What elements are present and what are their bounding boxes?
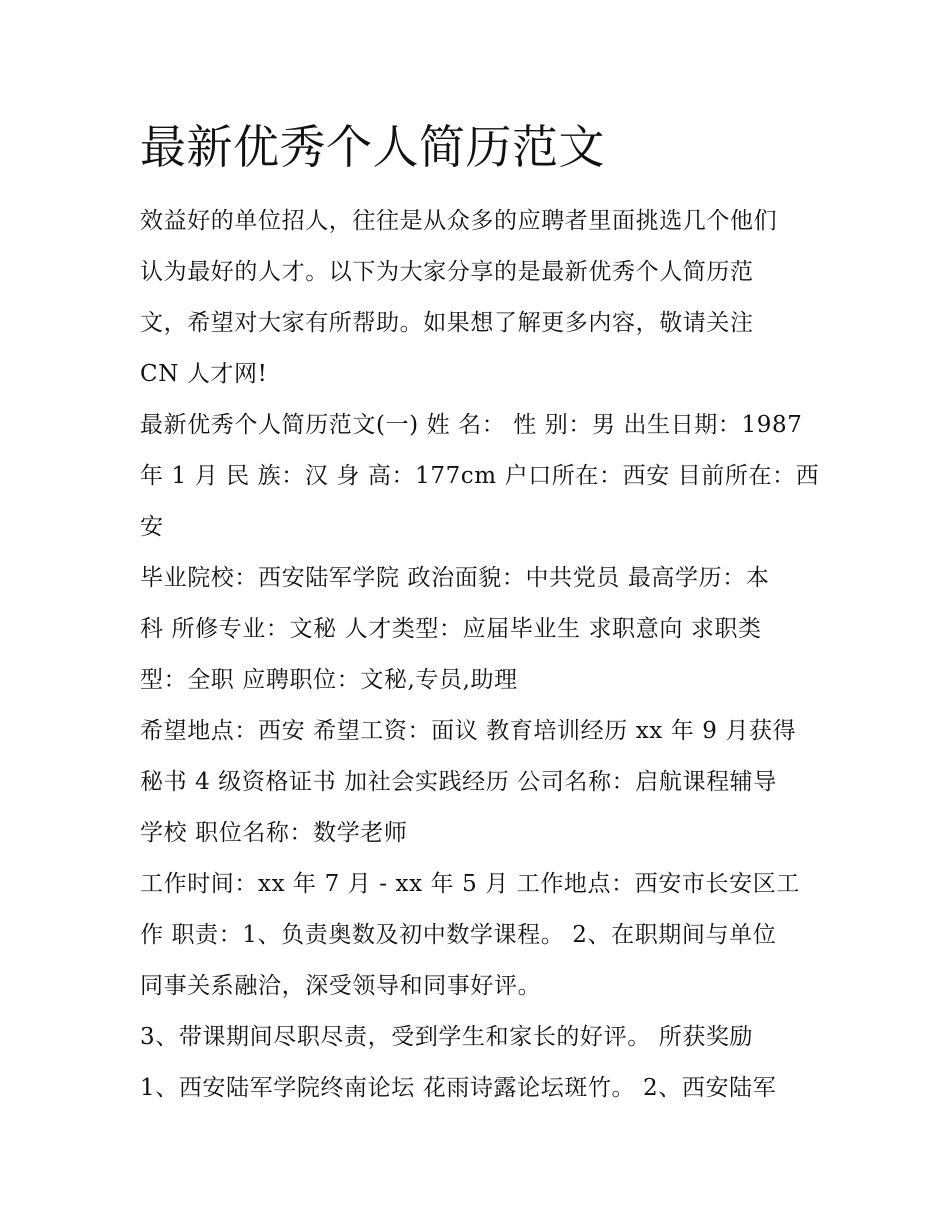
text-line: 认为最好的人才。以下为大家分享的是最新优秀个人简历范 (140, 259, 754, 285)
text-line: 希望地点：西安 希望工资：面议 教育培训经历 xx 年 9 月获得 (140, 718, 797, 744)
text-line: 最新优秀个人简历范文(一) 姓 名： 性 别：男 出生日期：1987 (140, 412, 803, 438)
text-line: 毕业院校：西安陆军学院 政治面貌：中共党员 最高学历：本 (140, 565, 770, 591)
text-line: 秘书 4 级资格证书 加社会实践经历 公司名称：启航课程辅导 (140, 769, 777, 795)
text-line: 安 (140, 514, 164, 540)
paragraph-personal-info (140, 400, 830, 553)
text-line: 文，希望对大家有所帮助。如果想了解更多内容，敬请关注 (140, 310, 754, 336)
document-body (140, 196, 830, 1114)
text-line: 3、带课期间尽职尽责，受到学生和家长的好评。 所获奖励 (140, 1024, 754, 1050)
text-line: CN 人才网! (140, 361, 268, 387)
text-line: 作 职责：1、负责奥数及初中数学课程。 2、在职期间与单位 (140, 922, 777, 948)
paragraph-expectation (140, 706, 830, 859)
paragraph-work-experience (140, 859, 830, 1012)
paragraph-awards (140, 1012, 830, 1114)
paragraph-education (140, 553, 830, 706)
text-line: 学校 职位名称：数学老师 (140, 820, 408, 846)
text-line: 同事关系融洽，深受领导和同事好评。 (140, 973, 542, 999)
text-line: 科 所修专业：文秘 人才类型：应届毕业生 求职意向 求职类 (140, 616, 762, 642)
text-line: 型：全职 应聘职位：文秘,专员,助理 (140, 667, 518, 693)
text-line: 效益好的单位招人，往往是从众多的应聘者里面挑选几个他们 (140, 208, 778, 234)
text-line: 工作时间：xx 年 7 月 - xx 年 5 月 工作地点：西安市长安区工 (140, 871, 800, 897)
paragraph-intro (140, 196, 830, 400)
text-line: 1、西安陆军学院终南论坛 花雨诗露论坛斑竹。 2、西安陆军 (140, 1075, 777, 1101)
document-title: 最新优秀个人简历范文 (140, 120, 605, 174)
text-line: 年 1 月 民 族：汉 身 高：177cm 户口所在：西安 目前所在：西 (140, 463, 820, 489)
